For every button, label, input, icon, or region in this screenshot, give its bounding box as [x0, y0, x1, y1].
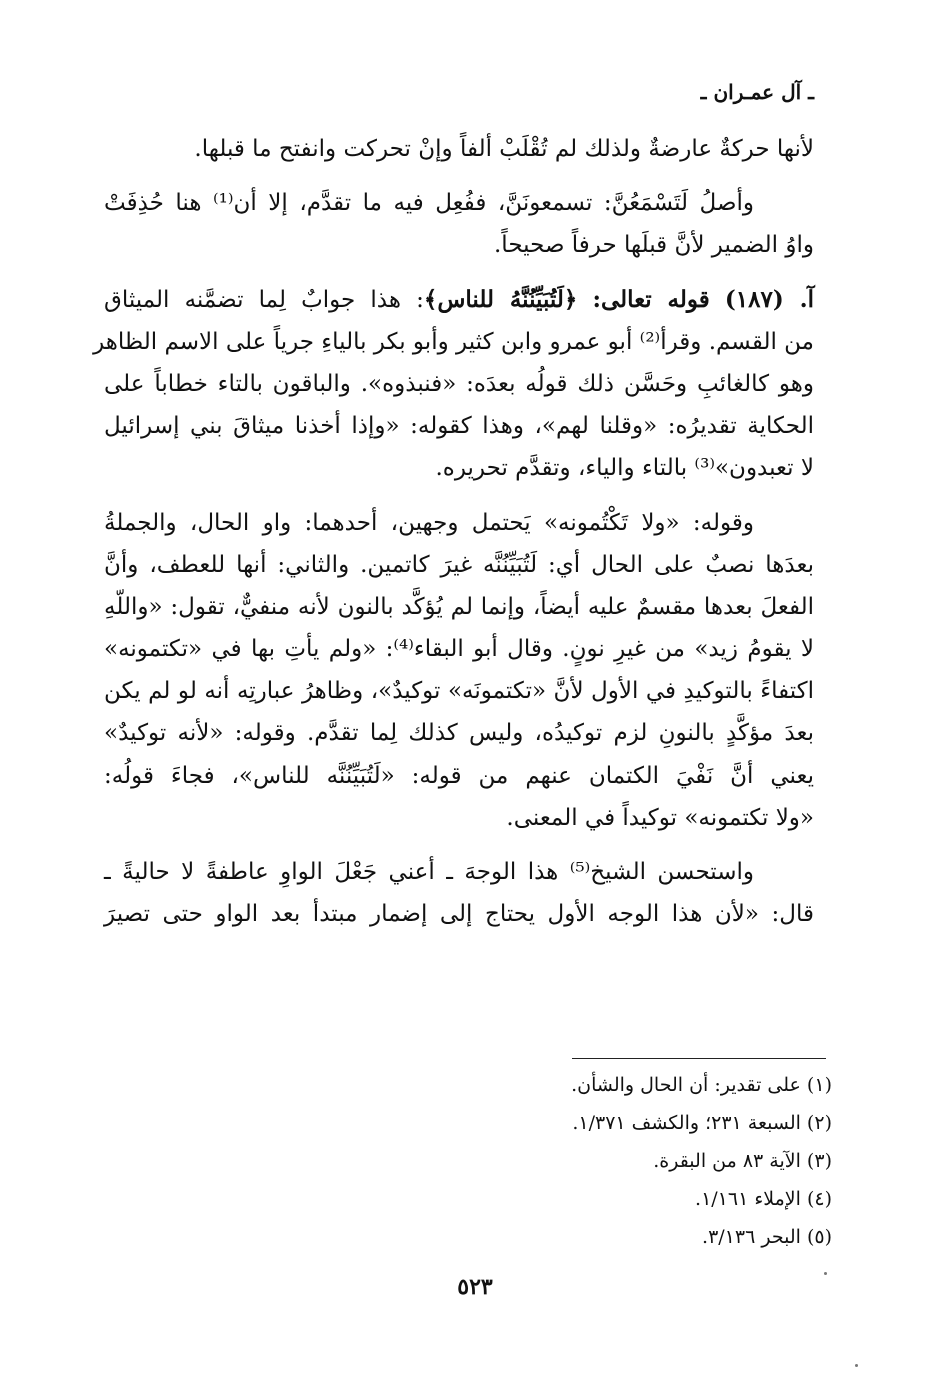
footnote: (٣) الآية ٨٣ من البقرة.	[653, 1150, 832, 1172]
verse-number: آ. (١٨٧)	[724, 285, 814, 313]
text-line: الحكاية تقديرُه: «وقلنا لهم»، وهذا كقوله: «وإذا أخذنا ميثاقَ بني إسرائيل	[104, 413, 814, 440]
text-line: بعدَها نصبٌ على الحال أي: لَتُبَيِّنُنَّه غيرَ كاتمين. والثاني: أنها للعطف، وأنَّ	[104, 551, 814, 578]
text-line: اكتفاءً بالتوكيدِ في الأول لأنَّ «تكتمونَه» توكيدٌ»، وظاهرُ عبارتِه أنه لو لم يكن	[104, 678, 814, 705]
text-line: واوُ الضمير لأنَّ قبلَها حرفاً صحيحاً.	[494, 232, 814, 259]
text-line: واستحسن الشيخ⁽⁵⁾ هذا الوجهَ ـ أعني جَعْلَ الواوِ عاطفةً لا حاليةً ـ	[104, 859, 755, 885]
text-line: لا تعبدون»⁽³⁾ بالتاء والياء، وتقدَّم تحريره.	[435, 455, 814, 482]
footnote: (٢) السبعة ٢٣١؛ والكشف ١/٣٧١.	[572, 1112, 832, 1134]
paragraph	[104, 502, 814, 840]
text-line: من القسم. وقرأ⁽²⁾ أبو عمرو وابن كثير وأبو بكر بالياءِ جرياً على الاسم الظاهر	[93, 328, 814, 355]
text-line: «ولا تكتمونه» توكيداً في المعنى.	[506, 804, 814, 831]
verse-line-rest: : هذا جوابٌ لِما تضمَّنه الميثاق	[104, 286, 424, 313]
footnote: (٤) الإملاء ١/١٦١.	[695, 1188, 832, 1210]
text-line: الفعلَ بعدها مقسمٌ عليه أيضاً، وإنما لم يُؤكَّد بالنون لأنه منفيٌّ، تقول: «واللّهِ	[104, 593, 814, 620]
paragraph	[104, 128, 814, 170]
scan-speck	[824, 1272, 827, 1275]
verse-quote: ﴿لَتُبَيِّنُنَّهُ للناس﴾	[423, 285, 578, 313]
verse-intro: قوله تعالى:	[592, 285, 710, 313]
running-header: ـ آل عمـران ـ	[700, 80, 814, 104]
paragraph	[104, 182, 814, 266]
footnotes	[492, 1066, 832, 1256]
text-line: لأنها حركةٌ عارضةٌ ولذلك لم تُقْلَبْ ألفاً وإنْ تحركت وانفتح ما قبلها.	[194, 136, 814, 162]
footnote: (٥) البحر ٣/١٣٦.	[702, 1226, 832, 1248]
paragraph	[104, 851, 814, 935]
text-line: يعني أنَّ نَفْيَ الكتمان عنهم من قوله: «لَتُبَيِّنُنَّه للناس»، فجاءَ قولُه:	[104, 762, 814, 789]
text-line: وهو كالغائبِ وحَسَّن ذلك قولُه بعدَه: «فنبذوه». والباقون بالتاء خطاباً على	[104, 370, 814, 397]
text-line: وقوله: «ولا تَكْتُمونه» يَحتمل وجهين، أحدهما: واو الحال، والجملةُ	[104, 509, 754, 536]
text-line: لا يقومُ زيد» من غيرِ نونٍ. وقال أبو البقاء⁽⁴⁾: «ولم يأتِ بها في «تكتمونه»	[104, 636, 814, 663]
verse-heading-line	[104, 279, 814, 321]
footnote: (١) على تقدير: أن الحال والشأن.	[571, 1074, 832, 1096]
text-line: قال: «لأن هذا الوجه الأول يحتاج إلى إضمار مبتدأ بعد الواو حتى تصيرَ	[104, 901, 814, 928]
page-number: ٥٢٣	[457, 1274, 493, 1300]
footnote-separator	[572, 1058, 826, 1059]
text-line: وأصلُ لَتَسْمَعُنَّ: تسمعونَنَّ، ففُعِل فيه ما تقدَّم، إلا أن⁽¹⁾ هنا حُذِفَتْ	[104, 190, 754, 217]
scan-speck	[855, 1364, 858, 1367]
paragraph-verse-187	[93, 279, 814, 490]
main-text	[93, 128, 814, 935]
text-line: بعدَ مؤكَّدٍ بالنونِ لزم توكيدُه، وليس كذلك لِما تقدَّم. وقوله: «لأنه توكيدٌ»	[104, 720, 814, 747]
